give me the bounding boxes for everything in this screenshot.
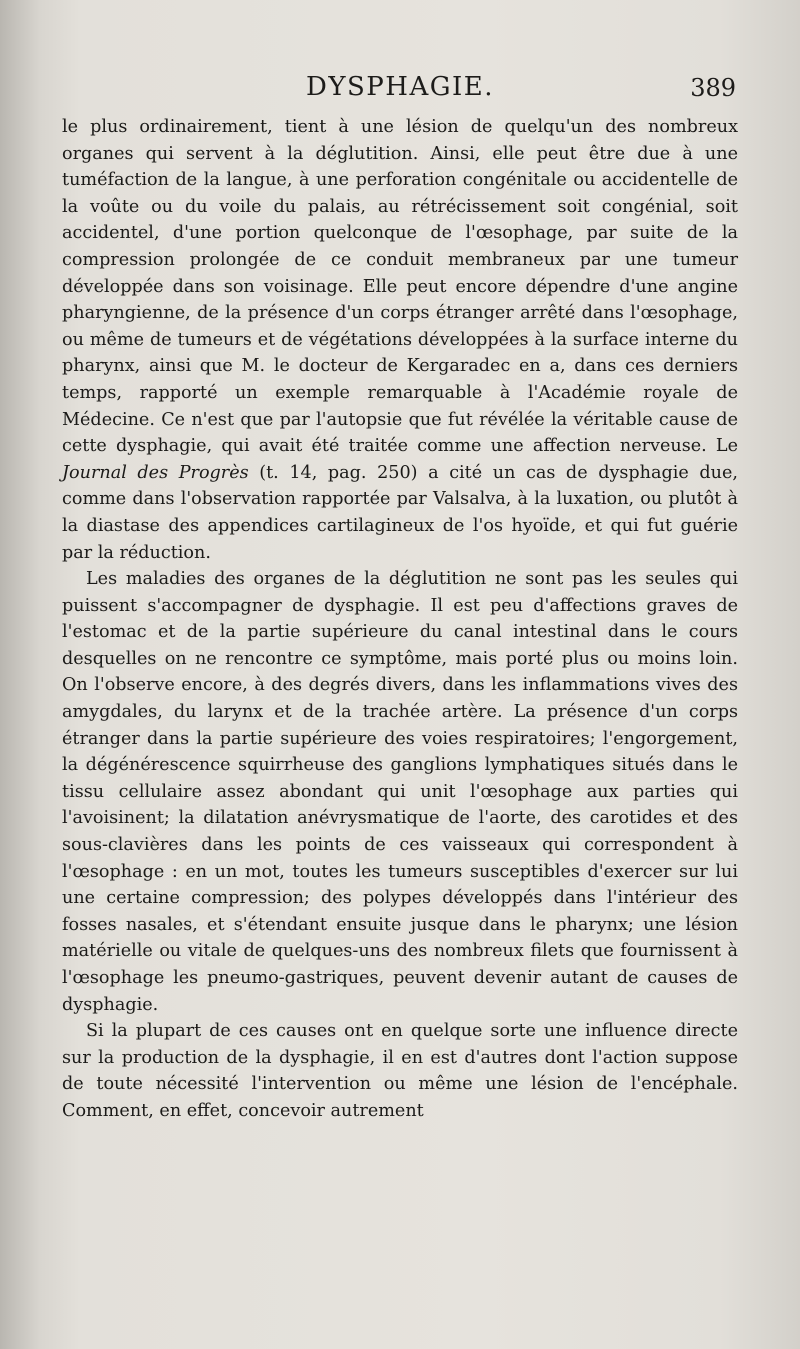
paragraph-text: (t. 14, pag. 250) a cité un cas de dysphagie due, comme dans l'observation rapportée par Valsalva, à la luxation, ou plutôt à la diastase des appendices cartilagineux de l'os hyoïde, et qui fut guérie par la réduction.: [62, 462, 738, 563]
paragraph-causes: Les maladies des organes de la déglutition ne sont pas les seules qui puissent s'accompagner de dysphagie. Il est peu d'affections graves de l'estomac et de la partie supérieure du canal intestinal dans le cours desquelles on ne rencontre ce symptôme, mais porté plus ou moins loin. On l'observe encore, à des degrés divers, dans les inflammations vives des amygdales, du larynx et de la trachée artère. La présence d'un corps étranger dans la partie supérieure des voies respiratoires; l'engorgement, la dégénérescence squirrheuse des ganglions lymphatiques situés dans le tissu cellulaire assez abondant qui unit l'œsophage aux parties qui l'avoisinent; la dilatation anévrysmatique de l'aorte, des carotides et des sous-clavières dans les points de ces vaisseaux qui correspondent à l'œsophage : en un mot, toutes les tumeurs susceptibles d'exercer sur lui une certaine compression; des polypes développés dans l'intérieur des fosses nasales, et s'étendant ensuite jusque dans le pharynx; une lésion matérielle ou vitale de quelques-uns des nombreux filets que fournissent à l'œsophage les pneumo-gastriques, peuvent devenir autant de causes de dysphagie.: [62, 569, 738, 1015]
paragraph-continuation: [62, 114, 738, 566]
running-head-title: DYSPHAGIE.: [305, 72, 495, 102]
page-number: 389: [690, 74, 736, 102]
journal-title: Journal des Progrès: [62, 462, 249, 483]
body-text: [62, 114, 738, 1125]
paragraph-text: le plus ordinairement, tient à une lésion de quelqu'un des nombreux organes qui servent à la déglutition. Ainsi, elle peut être due à une tuméfaction de la langue, à une perforation congénitale ou accidentelle de la voûte ou du voile du palais, au rétrécissement soit congénial, soit accidentel, d'une portion quelconque de l'œsophage, par suite de la compression prolongée de ce conduit membraneux par une tumeur développée dans son voisinage. Elle peut encore dépendre d'une angine pharyngienne, de la présence d'un corps étranger arrêté dans l'œsophage, ou même de tumeurs et de végétations développées à la surface interne du pharynx, ainsi que M. le docteur de Kergaradec en a, dans ces derniers temps, rapporté un exemple remarquable à l'Académie royale de Médecine. Ce n'est que par l'autopsie que fut révélée la véritable cause de cette dysphagie, qui avait été traitée comme une affection nerveuse. Le: [62, 117, 738, 457]
running-head: [62, 72, 738, 112]
paragraph-encephale: Si la plupart de ces causes ont en quelque sorte une influence directe sur la production de la dysphagie, il en est d'autres dont l'action suppose de toute nécessité l'intervention ou même une lésion de l'encéphale. Comment, en effet, concevoir autrement: [62, 1021, 738, 1121]
